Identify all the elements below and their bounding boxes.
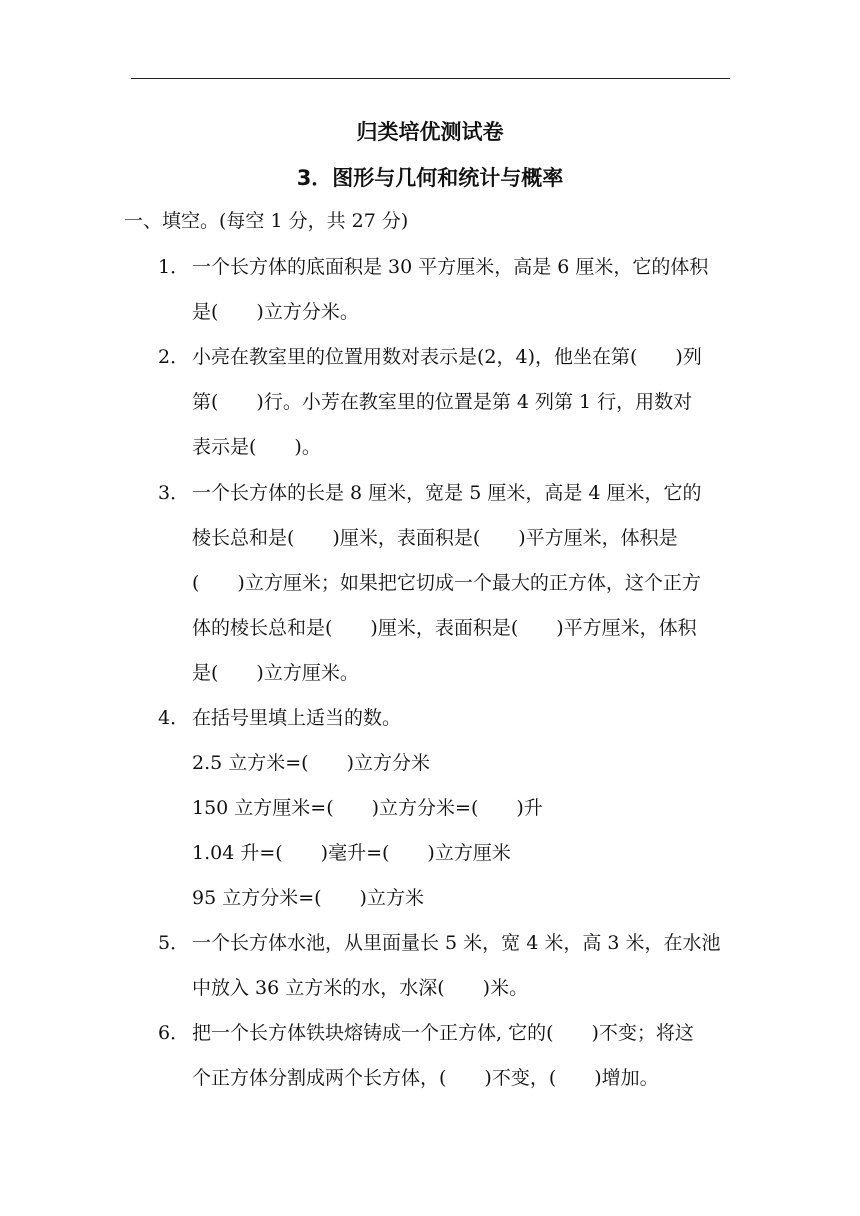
question-line: 棱长总和是( )厘米，表面积是( )平方厘米，体积是 — [192, 527, 678, 549]
question-line: ( )立方厘米；如果把它切成一个最大的正方体，这个正方 — [192, 572, 701, 594]
question-line: 是( )立方厘米。 — [192, 662, 359, 684]
page-title: 归类培优测试卷 — [356, 120, 504, 144]
section-heading: 一、填空。(每空 1 分，共 27 分) — [124, 210, 409, 232]
question-number: 2． — [158, 346, 190, 368]
header-rule — [131, 78, 730, 79]
question-line: 把一个长方体铁块熔铸成一个正方体, 它的( )不变；将这 — [192, 1022, 694, 1044]
question-number: 4． — [158, 707, 190, 729]
question-line: 是( )立方分米。 — [192, 301, 359, 323]
question-line: 小亮在教室里的位置用数对表示是(2，4)，他坐在第( )列 — [192, 346, 702, 368]
question-line: 个正方体分割成两个长方体，( )不变，( )增加。 — [192, 1067, 659, 1089]
page-subtitle: 3．图形与几何和统计与概率 — [296, 166, 564, 190]
question-line: 体的棱长总和是( )厘米，表面积是( )平方厘米，体积 — [192, 617, 697, 639]
question-line: 2.5 立方米=( )立方分米 — [192, 752, 431, 774]
question-line: 一个长方体水池，从里面量长 5 米，宽 4 米，高 3 米，在水池 — [192, 932, 721, 954]
question-number: 6． — [158, 1022, 190, 1044]
question-number: 3． — [158, 482, 190, 504]
question-line: 第( )行。小芳在教室里的位置是第 4 列第 1 行，用数对 — [192, 391, 693, 413]
question-line: 一个长方体的长是 8 厘米，宽是 5 厘米，高是 4 厘米，它的 — [192, 482, 702, 504]
question-number: 5． — [158, 932, 190, 954]
question-line: 150 立方厘米=( )立方分米=( )升 — [192, 797, 543, 819]
question-line: 在括号里填上适当的数。 — [192, 707, 402, 729]
question-line: 表示是( )。 — [192, 436, 321, 458]
question-line: 一个长方体的底面积是 30 平方厘米，高是 6 厘米，它的体积 — [192, 256, 709, 278]
question-line: 95 立方分米=( )立方米 — [192, 887, 424, 909]
question-line: 1.04 升=( )毫升=( )立方厘米 — [192, 842, 511, 864]
question-line: 中放入 36 立方米的水，水深( )米。 — [192, 977, 529, 999]
question-number: 1． — [158, 256, 190, 278]
